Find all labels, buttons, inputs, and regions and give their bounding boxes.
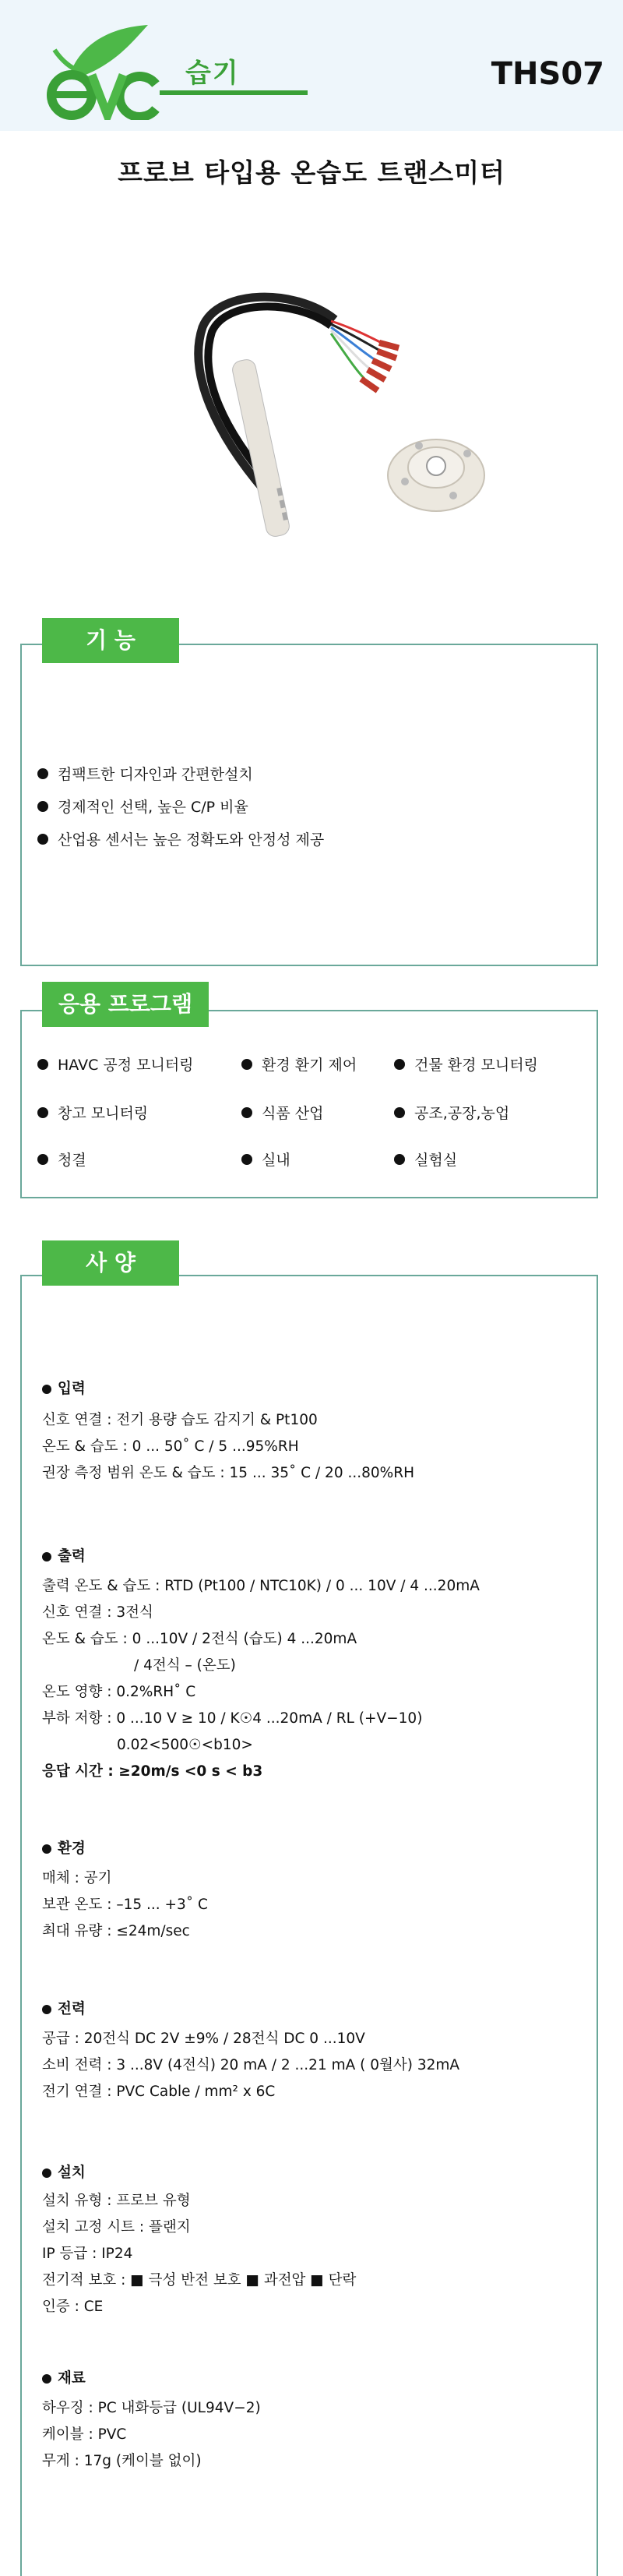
bullet-icon xyxy=(42,2005,51,2014)
spec-line: 보관 온도 : –15 ... +3˚ C xyxy=(42,1897,208,1913)
application-text: 청결 xyxy=(58,1152,86,1169)
spec-line: 신호 연결 : 전기 용량 습도 감지기 & Pt100 xyxy=(42,1412,318,1428)
bullet-icon xyxy=(42,2374,51,2384)
feature-item xyxy=(37,763,253,784)
spec-line: 인증 : CE xyxy=(42,2299,104,2315)
application-item xyxy=(394,1149,457,1170)
application-text: 창고 모니터링 xyxy=(58,1105,149,1122)
spec-line: 0.02<500☉<b10> xyxy=(117,1737,253,1753)
spec-environment-section xyxy=(42,1839,208,1945)
spec-line: 설치 유형 : 프로브 유형 xyxy=(42,2193,191,2209)
application-item xyxy=(241,1053,357,1075)
feature-text: 산업용 센서는 높은 정확도와 안정성 제공 xyxy=(58,831,325,849)
brand-subtitle: 습기 xyxy=(185,58,240,89)
bullet-icon xyxy=(394,1154,405,1165)
applications-tab: 응용 프로그램 xyxy=(42,982,209,1027)
features-tab: 기 능 xyxy=(42,618,179,663)
spec-line: 케이블 : PVC xyxy=(42,2426,127,2443)
spec-heading: 전력 xyxy=(42,1999,459,2020)
bullet-icon xyxy=(37,768,48,779)
spec-output-section xyxy=(42,1547,480,1785)
bullet-icon xyxy=(394,1107,405,1118)
spec-line: 신호 연결 : 3전식 xyxy=(42,1604,153,1621)
spec-line: 매체 : 공기 xyxy=(42,1870,112,1886)
spec-line: 전기 연결 : PVC Cable / mm² x 6C xyxy=(42,2084,276,2100)
spec-heading: 입력 xyxy=(42,1379,414,1399)
application-text: 식품 산업 xyxy=(262,1105,324,1122)
product-image xyxy=(171,281,498,538)
page-title: 프로브 타입용 온습도 트랜스미터 xyxy=(118,157,505,188)
bullet-icon xyxy=(394,1059,405,1070)
spec-line: 온도 & 습도 : 0 ... 50˚ C / 5 ...95%RH xyxy=(42,1438,299,1455)
spec-line: 전기적 보호 : ■ 극성 반전 보호 ■ 과전압 ■ 단락 xyxy=(42,2272,357,2288)
brand-underline xyxy=(160,90,308,95)
bullet-icon xyxy=(42,1385,51,1394)
spec-line: 권장 측정 범위 온도 & 습도 : 15 ... 35˚ C / 20 ...80%RH xyxy=(42,1465,415,1481)
spec-heading: 재료 xyxy=(42,2369,261,2389)
spec-input-section xyxy=(42,1379,414,1487)
spec-line: 온도 & 습도 : 0 ...10V / 2전식 (습도) 4 ...20mA xyxy=(42,1631,357,1647)
specs-tab: 사 양 xyxy=(42,1240,179,1286)
application-item xyxy=(394,1102,509,1123)
feature-text: 경제적인 선택, 높은 C/P 비율 xyxy=(58,799,248,816)
spec-install-section xyxy=(42,2163,356,2320)
application-item xyxy=(241,1149,290,1170)
spec-line: 설치 고정 시트 : 플랜지 xyxy=(42,2219,191,2235)
spec-line: 소비 전력 : 3 ...8V (4전식) 20 mA / 2 ...21 mA ( 0월사) 32mA xyxy=(42,2057,460,2073)
application-text: HAVC 공정 모니터링 xyxy=(58,1057,194,1074)
bullet-icon xyxy=(37,1107,48,1118)
spec-line: 공급 : 20전식 DC 2V ±9% / 28전식 DC 0 ...10V xyxy=(42,2031,365,2047)
spec-heading: 설치 xyxy=(42,2163,356,2183)
spec-heading: 출력 xyxy=(42,1547,480,1567)
application-item xyxy=(37,1053,194,1075)
feature-item xyxy=(37,796,248,817)
spec-line: 출력 온도 & 습도 : RTD (Pt100 / NTC10K) / 0 ... 10V / 4 ...20mA xyxy=(42,1578,480,1594)
spec-line: 응답 시간 : ≥20m/s <0 s < b3 xyxy=(42,1763,263,1780)
spec-material-section xyxy=(42,2369,261,2475)
spec-line: 부하 저항 : 0 ...10 V ≥ 10 / K☉4 ...20mA / RL (+V−10) xyxy=(42,1710,423,1727)
spec-line: 온도 영향 : 0.2%RH˚ C xyxy=(42,1684,196,1700)
bullet-icon xyxy=(37,1059,48,1070)
application-item xyxy=(37,1102,148,1123)
spec-line: IP 등급 : IP24 xyxy=(42,2246,133,2262)
application-item xyxy=(241,1102,323,1123)
application-text: 환경 환기 제어 xyxy=(262,1057,357,1074)
bullet-icon xyxy=(42,2168,51,2178)
spec-line: 무게 : 17g (케이블 없이) xyxy=(42,2453,202,2469)
application-text: 실험실 xyxy=(414,1152,458,1169)
bullet-icon xyxy=(37,801,48,812)
bullet-icon xyxy=(42,1844,51,1854)
spec-heading: 환경 xyxy=(42,1839,208,1859)
evc-logo xyxy=(39,19,179,120)
spec-line: 최대 유량 : ≤24m/sec xyxy=(42,1923,190,1939)
bullet-icon xyxy=(241,1154,252,1165)
feature-item xyxy=(37,828,324,849)
bullet-icon xyxy=(241,1107,252,1118)
application-item xyxy=(394,1053,538,1075)
spec-power-section xyxy=(42,1999,459,2105)
bullet-icon xyxy=(42,1552,51,1561)
bullet-icon xyxy=(241,1059,252,1070)
application-text: 실내 xyxy=(262,1152,290,1169)
bullet-icon xyxy=(37,1154,48,1165)
application-text: 건물 환경 모니터링 xyxy=(414,1057,538,1074)
model-number: THS07 xyxy=(491,56,604,92)
spec-line: 하우징 : PC 내화등급 (UL94V−2) xyxy=(42,2400,261,2416)
application-text: 공조,공장,농업 xyxy=(414,1105,510,1122)
spec-line: / 4전식 – (온도) xyxy=(134,1657,236,1674)
application-item xyxy=(37,1149,86,1170)
bullet-icon xyxy=(37,834,48,845)
feature-text: 컴팩트한 디자인과 간편한설치 xyxy=(58,766,253,783)
